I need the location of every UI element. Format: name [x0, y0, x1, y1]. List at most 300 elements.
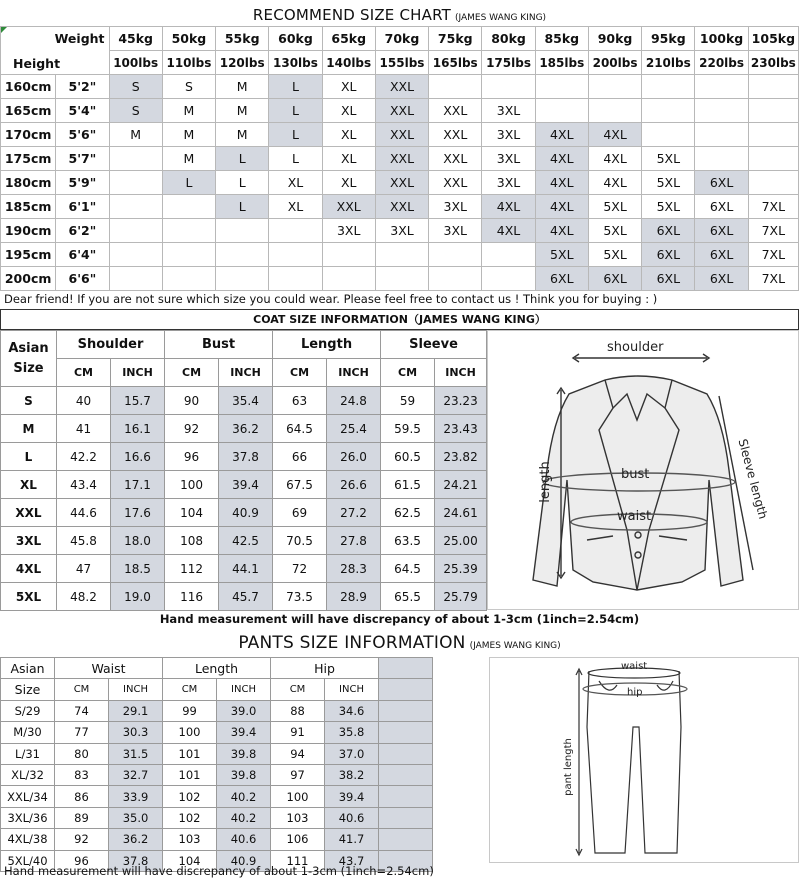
weight-kg-header: 95kg: [642, 27, 695, 51]
height-ft: 6'2": [56, 219, 109, 243]
coat-value: 92: [165, 415, 219, 443]
size-cell: [748, 147, 798, 171]
size-cell: XL: [322, 147, 375, 171]
pants-value: 39.0: [217, 700, 271, 721]
pants-group-header: Length: [163, 658, 271, 679]
pants-blank-cell: [379, 807, 433, 828]
waist-label: waist: [617, 509, 652, 524]
size-cell: [269, 219, 322, 243]
pants-waist-label: waist: [621, 661, 648, 672]
coat-value: 23.82: [435, 443, 487, 471]
coat-value: 116: [165, 583, 219, 611]
size-cell: [109, 219, 162, 243]
coat-value: 41: [57, 415, 111, 443]
pants-measure-diagram: [489, 657, 799, 863]
size-cell: 7XL: [748, 243, 798, 267]
pants-value: 96: [55, 850, 109, 871]
pants-value: 102: [163, 807, 217, 828]
pants-value: 99: [163, 700, 217, 721]
coat-row: [1, 527, 487, 555]
pants-blank-cell: [379, 786, 433, 807]
size-cell: XXL: [375, 171, 428, 195]
pants-row: [1, 764, 489, 785]
pants-value: 31.5: [109, 743, 163, 764]
size-cell: [642, 99, 695, 123]
height-cm: 185cm: [1, 195, 56, 219]
pants-value: 37.0: [325, 743, 379, 764]
pants-value: 104: [163, 850, 217, 871]
pants-value: 83: [55, 764, 109, 785]
weight-lbs-header: 200lbs: [588, 51, 641, 75]
size-cell: 3XL: [482, 147, 535, 171]
pants-title: [0, 633, 799, 656]
pants-value: 39.8: [217, 764, 271, 785]
coat-note: Hand measurement will have discrepancy of about 1-3cm (1inch=2.54cm): [159, 612, 640, 626]
pants-value: 111: [271, 850, 325, 871]
coat-value: 19.0: [111, 583, 165, 611]
size-cell: [429, 267, 482, 291]
coat-group-header-row: [1, 331, 487, 359]
weight-lbs-header: 100lbs: [109, 51, 162, 75]
height-cm: 180cm: [1, 171, 56, 195]
coat-value: 73.5: [273, 583, 327, 611]
pants-value: 38.2: [325, 764, 379, 785]
pants-row: [1, 807, 489, 828]
shoulder-label: shoulder: [607, 340, 664, 355]
coat-value: 63: [273, 387, 327, 415]
size-cell: [588, 99, 641, 123]
coat-value: 100: [165, 471, 219, 499]
size-cell: [535, 99, 588, 123]
size-cell: 4XL: [535, 123, 588, 147]
size-cell: XXL: [429, 123, 482, 147]
size-cell: M: [216, 99, 269, 123]
size-cell: 5XL: [588, 195, 641, 219]
pants-size: M/30: [1, 722, 55, 743]
pants-brand: (JAMES WANG KING): [469, 641, 561, 651]
size-cell: M: [109, 123, 162, 147]
coat-title: COAT SIZE INFORMATION（JAMES WANG KING）: [0, 309, 799, 330]
coat-value: 25.39: [435, 555, 487, 583]
size-cell: [695, 99, 748, 123]
coat-value: 18.5: [111, 555, 165, 583]
pants-value: 86: [55, 786, 109, 807]
size-cell: 4XL: [588, 147, 641, 171]
pants-row: [1, 743, 489, 764]
size-cell: 6XL: [695, 171, 748, 195]
asian-size-header: [1, 331, 57, 387]
pants-value: 101: [163, 743, 217, 764]
coat-value: 25.4: [327, 415, 381, 443]
size-cell: [109, 147, 162, 171]
coat-value: 47: [57, 555, 111, 583]
coat-value: 112: [165, 555, 219, 583]
size-cell: 3XL: [482, 123, 535, 147]
coat-value: 44.1: [219, 555, 273, 583]
weight-kg-header: 80kg: [482, 27, 535, 51]
size-cell: [695, 75, 748, 99]
height-cm: 190cm: [1, 219, 56, 243]
weight-label: Weight: [54, 31, 105, 46]
height-cm: 160cm: [1, 75, 56, 99]
size-cell: 5XL: [642, 171, 695, 195]
coat-size: M: [1, 415, 57, 443]
size-cell: S: [109, 99, 162, 123]
size-cell: [588, 75, 641, 99]
height-ft: 5'7": [56, 147, 109, 171]
size-cell: L: [216, 171, 269, 195]
coat-value: 16.6: [111, 443, 165, 471]
size-cell: [322, 243, 375, 267]
weight-kg-header: 100kg: [695, 27, 748, 51]
unit-inch: INCH: [327, 359, 381, 387]
unit-inch: INCH: [109, 679, 163, 700]
coat-row: [1, 583, 487, 611]
coat-value: 65.5: [381, 583, 435, 611]
coat-value: 24.61: [435, 499, 487, 527]
weight-kg-header: 75kg: [429, 27, 482, 51]
weight-kg-header: 50kg: [162, 27, 215, 51]
coat-value: 37.8: [219, 443, 273, 471]
weight-kg-header: 105kg: [748, 27, 798, 51]
pants-value: 100: [271, 786, 325, 807]
pants-value: 39.4: [325, 786, 379, 807]
weight-kg-header: 85kg: [535, 27, 588, 51]
pant-length-label: pant length: [563, 738, 574, 796]
pants-value: 40.6: [217, 829, 271, 850]
coat-value: 23.23: [435, 387, 487, 415]
unit-inch: INCH: [435, 359, 487, 387]
size-cell: 4XL: [588, 171, 641, 195]
size-cell: L: [269, 147, 322, 171]
size-cell: XL: [269, 171, 322, 195]
bust-label: bust: [621, 467, 650, 482]
coat-measure-diagram: [487, 330, 799, 610]
recommend-note: Dear friend! If you are not sure which size you could wear. Please feel free to contact us ! Think you for buying : ): [4, 292, 658, 306]
size-cell: 4XL: [535, 195, 588, 219]
coat-value: 35.4: [219, 387, 273, 415]
recommend-title: [0, 5, 799, 24]
size-cell: XXL: [375, 123, 428, 147]
weight-lbs-header: 110lbs: [162, 51, 215, 75]
size-cell: [216, 267, 269, 291]
pants-value: 102: [163, 786, 217, 807]
length-label: length: [538, 461, 553, 503]
size-label: Size: [13, 360, 44, 376]
weight-lbs-header: 220lbs: [695, 51, 748, 75]
coat-size: L: [1, 443, 57, 471]
pants-value: 103: [271, 807, 325, 828]
unit-cm: CM: [163, 679, 217, 700]
coat-value: 61.5: [381, 471, 435, 499]
size-cell: 3XL: [482, 171, 535, 195]
pants-row: [1, 829, 489, 850]
coat-size: 4XL: [1, 555, 57, 583]
pants-row: [1, 700, 489, 721]
size-cell: [216, 219, 269, 243]
height-cm: 200cm: [1, 267, 56, 291]
weight-kg-header: 60kg: [269, 27, 322, 51]
size-cell: [642, 75, 695, 99]
pants-value: 80: [55, 743, 109, 764]
size-cell: 3XL: [322, 219, 375, 243]
coat-group-header: Sleeve: [381, 331, 487, 359]
pants-value: 101: [163, 764, 217, 785]
unit-inch: INCH: [325, 679, 379, 700]
coat-value: 16.1: [111, 415, 165, 443]
size-cell: [269, 267, 322, 291]
weight-lbs-header: 155lbs: [375, 51, 428, 75]
size-cell: [748, 99, 798, 123]
size-cell: 3XL: [429, 195, 482, 219]
size-cell: [482, 267, 535, 291]
unit-cm: CM: [381, 359, 435, 387]
size-cell: [429, 75, 482, 99]
pants-value: 40.6: [325, 807, 379, 828]
pants-value: 33.9: [109, 786, 163, 807]
pants-value: 36.2: [109, 829, 163, 850]
coat-value: 27.2: [327, 499, 381, 527]
coat-group-header: Shoulder: [57, 331, 165, 359]
size-cell: [109, 267, 162, 291]
height-ft: 5'4": [56, 99, 109, 123]
pants-value: 40.2: [217, 786, 271, 807]
size-cell: [162, 243, 215, 267]
coat-value: 44.6: [57, 499, 111, 527]
coat-value: 24.8: [327, 387, 381, 415]
size-cell: [322, 267, 375, 291]
pants-value: 41.7: [325, 829, 379, 850]
coat-value: 43.4: [57, 471, 111, 499]
coat-value: 60.5: [381, 443, 435, 471]
size-cell: 4XL: [535, 219, 588, 243]
size-cell: XXL: [429, 99, 482, 123]
coat-value: 64.5: [273, 415, 327, 443]
weight-kg-row: [1, 27, 799, 51]
size-cell: M: [216, 75, 269, 99]
coat-value: 90: [165, 387, 219, 415]
coat-value: 27.8: [327, 527, 381, 555]
size-cell: XL: [322, 123, 375, 147]
height-weight-corner: [1, 27, 110, 75]
pants-value: 39.8: [217, 743, 271, 764]
size-cell: [162, 267, 215, 291]
size-cell: 7XL: [748, 219, 798, 243]
height-ft: 5'9": [56, 171, 109, 195]
size-cell: XL: [322, 75, 375, 99]
height-cm: 175cm: [1, 147, 56, 171]
height-ft: 6'4": [56, 243, 109, 267]
size-cell: 5XL: [535, 243, 588, 267]
size-cell: 7XL: [748, 267, 798, 291]
pants-value: 40.2: [217, 807, 271, 828]
size-cell: [216, 243, 269, 267]
asian-label: Asian: [1, 658, 55, 679]
size-cell: 6XL: [642, 243, 695, 267]
height-cm: 165cm: [1, 99, 56, 123]
size-cell: 5XL: [642, 195, 695, 219]
size-row: [1, 171, 799, 195]
pants-value: 35.0: [109, 807, 163, 828]
size-cell: [375, 267, 428, 291]
pants-value: 29.1: [109, 700, 163, 721]
pants-note: Hand measurement will have discrepancy of about 1-3cm (1inch=2.54cm): [4, 864, 434, 878]
size-cell: XXL: [429, 171, 482, 195]
coat-size: 3XL: [1, 527, 57, 555]
height-ft: 6'1": [56, 195, 109, 219]
coat-row: [1, 555, 487, 583]
size-cell: 6XL: [588, 267, 641, 291]
coat-value: 48.2: [57, 583, 111, 611]
weight-lbs-header: 210lbs: [642, 51, 695, 75]
weight-kg-header: 90kg: [588, 27, 641, 51]
pants-value: 40.9: [217, 850, 271, 871]
pants-blank-cell: [379, 764, 433, 785]
coat-row: [1, 443, 487, 471]
coat-value: 26.6: [327, 471, 381, 499]
size-cell: 3XL: [375, 219, 428, 243]
size-cell: 5XL: [642, 147, 695, 171]
weight-lbs-header: 120lbs: [216, 51, 269, 75]
coat-value: 67.5: [273, 471, 327, 499]
size-cell: 6XL: [695, 267, 748, 291]
size-cell: 6XL: [695, 219, 748, 243]
weight-lbs-header: 185lbs: [535, 51, 588, 75]
size-cell: [748, 123, 798, 147]
unit-cm: CM: [273, 359, 327, 387]
coat-value: 70.5: [273, 527, 327, 555]
size-cell: 7XL: [748, 195, 798, 219]
coat-value: 63.5: [381, 527, 435, 555]
size-cell: 4XL: [535, 147, 588, 171]
size-label: Size: [1, 679, 55, 700]
size-cell: M: [162, 99, 215, 123]
sleeve-length-label: Sleeve length: [735, 437, 771, 521]
pants-value: 37.8: [109, 850, 163, 871]
pants-value: 34.6: [325, 700, 379, 721]
coat-row: [1, 415, 487, 443]
height-ft: 5'2": [56, 75, 109, 99]
coat-row: [1, 499, 487, 527]
pants-blank-cell: [379, 722, 433, 743]
coat-value: 18.0: [111, 527, 165, 555]
pants-value: 103: [163, 829, 217, 850]
weight-lbs-header: 175lbs: [482, 51, 535, 75]
height-label: Height: [13, 56, 61, 71]
coat-size: XL: [1, 471, 57, 499]
coat-value: 59.5: [381, 415, 435, 443]
pants-value: 100: [163, 722, 217, 743]
size-cell: XXL: [429, 147, 482, 171]
pants-size: XXL/34: [1, 786, 55, 807]
size-cell: 3XL: [429, 219, 482, 243]
pants-blank-cell: [379, 743, 433, 764]
size-cell: XXL: [375, 195, 428, 219]
size-row: [1, 147, 799, 171]
size-cell: [375, 243, 428, 267]
pants-row: [1, 786, 489, 807]
size-cell: 3XL: [482, 99, 535, 123]
coat-row: [1, 471, 487, 499]
corner-mark: [1, 27, 7, 33]
size-row: [1, 123, 799, 147]
pants-blank-cell: [379, 700, 433, 721]
coat-value: 25.79: [435, 583, 487, 611]
size-cell: [695, 123, 748, 147]
unit-cm: CM: [57, 359, 111, 387]
coat-value: 24.21: [435, 471, 487, 499]
coat-value: 42.5: [219, 527, 273, 555]
size-cell: 6XL: [535, 267, 588, 291]
coat-value: 26.0: [327, 443, 381, 471]
size-cell: XXL: [375, 147, 428, 171]
size-cell: L: [269, 123, 322, 147]
coat-value: 28.3: [327, 555, 381, 583]
size-cell: [162, 195, 215, 219]
size-cell: M: [162, 147, 215, 171]
coat-value: 59: [381, 387, 435, 415]
size-cell: 6XL: [695, 243, 748, 267]
size-cell: [109, 195, 162, 219]
pants-size: 3XL/36: [1, 807, 55, 828]
size-cell: 6XL: [695, 195, 748, 219]
coat-size-table: [0, 330, 487, 611]
pants-value: 91: [271, 722, 325, 743]
recommend-brand: (JAMES WANG KING): [454, 13, 547, 23]
pants-value: 32.7: [109, 764, 163, 785]
pants-row: [1, 722, 489, 743]
coat-unit-row: [1, 359, 487, 387]
size-cell: 6XL: [642, 267, 695, 291]
size-row: [1, 99, 799, 123]
coat-value: 40.9: [219, 499, 273, 527]
size-cell: 4XL: [482, 219, 535, 243]
coat-value: 28.9: [327, 583, 381, 611]
coat-size: XXL: [1, 499, 57, 527]
size-row: [1, 195, 799, 219]
coat-row: [1, 387, 487, 415]
recommend-size-table: [0, 26, 799, 291]
coat-value: 42.2: [57, 443, 111, 471]
size-cell: [642, 123, 695, 147]
size-cell: [482, 243, 535, 267]
coat-value: 17.6: [111, 499, 165, 527]
coat-value: 45.7: [219, 583, 273, 611]
pants-value: 77: [55, 722, 109, 743]
coat-value: 96: [165, 443, 219, 471]
coat-value: 64.5: [381, 555, 435, 583]
size-cell: XXL: [375, 75, 428, 99]
pants-size: 4XL/38: [1, 829, 55, 850]
pants-value: 88: [271, 700, 325, 721]
pants-size: S/29: [1, 700, 55, 721]
coat-value: 108: [165, 527, 219, 555]
pants-value: 35.8: [325, 722, 379, 743]
pants-blank-cell: [379, 829, 433, 850]
size-cell: XL: [322, 171, 375, 195]
size-cell: L: [216, 195, 269, 219]
coat-value: 62.5: [381, 499, 435, 527]
height-cm: 170cm: [1, 123, 56, 147]
recommend-title-text: RECOMMEND SIZE CHART: [252, 6, 451, 24]
coat-value: 45.8: [57, 527, 111, 555]
pants-title-text: PANTS SIZE INFORMATION: [238, 633, 466, 653]
pants-size-table: [0, 657, 489, 872]
coat-group-header: Bust: [165, 331, 273, 359]
height-cm: 195cm: [1, 243, 56, 267]
pants-value: 39.4: [217, 722, 271, 743]
pants-size: L/31: [1, 743, 55, 764]
